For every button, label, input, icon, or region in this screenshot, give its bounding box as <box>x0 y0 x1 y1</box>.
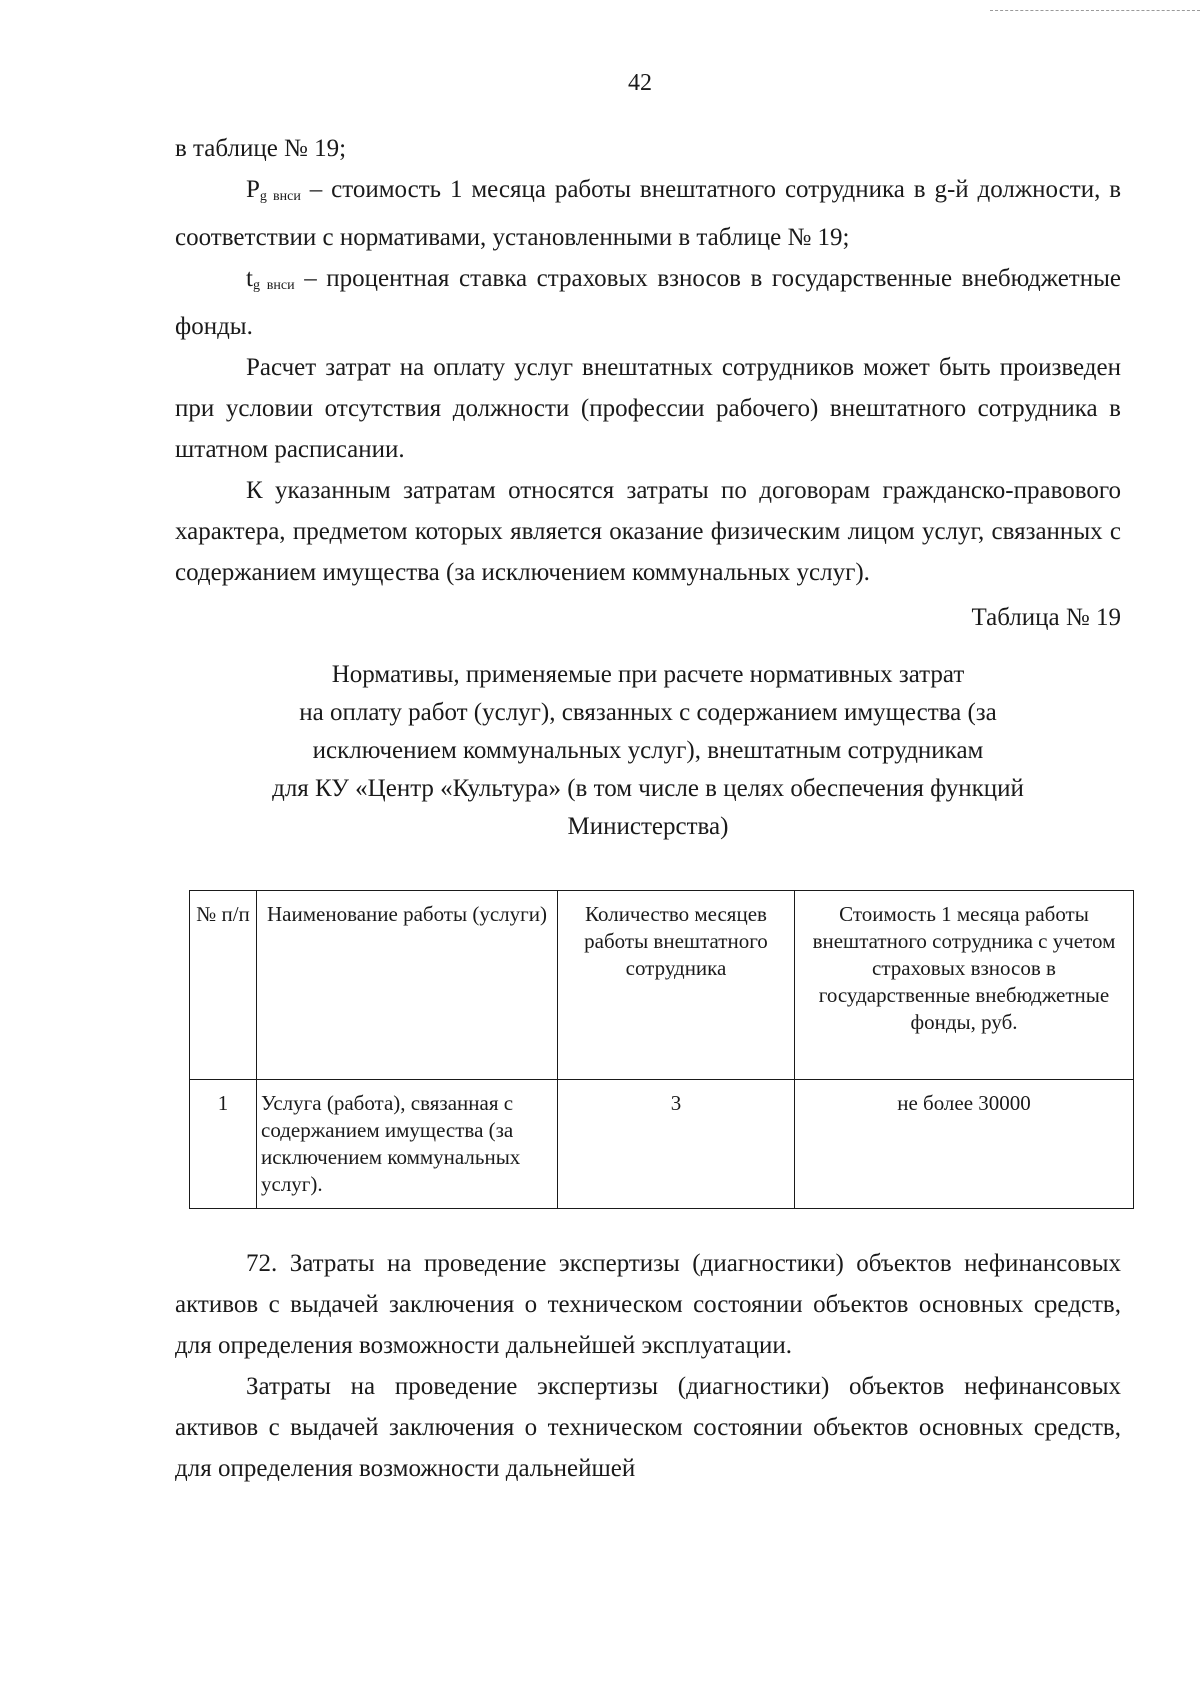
paragraph-7: Затраты на проведение экспертизы (диагностики) объектов нефинансовых активов с выдачей заключения о техническом состоянии объектов основных средств, для определения возможности дальнейшей <box>175 1373 1121 1482</box>
symbol-p-subscript: g внси <box>259 189 301 204</box>
norms-table <box>189 890 1134 1209</box>
paragraph-3 <box>175 258 1121 347</box>
table-header-row <box>190 891 1134 1080</box>
cell-months: 3 <box>558 1080 795 1209</box>
table-title-line: Министерства) <box>567 813 729 840</box>
table-title-line: на оплату работ (услуг), связанных с содержанием имущества (за <box>299 699 997 726</box>
cell-name: Услуга (работа), связанная с содержанием имущества (за исключением коммунальных услуг). <box>257 1080 558 1209</box>
table-title-line: исключением коммунальных услуг), внештатным сотрудникам <box>312 737 984 764</box>
table-row <box>190 1080 1134 1209</box>
symbol-t-subscript: g внси <box>252 278 295 293</box>
page-number: 42 <box>628 70 652 96</box>
paragraph-5: К указанным затратам относятся затраты по договорам гражданско-правового характера, предметом которых является оказание физическим лицом услуг, связанных с содержанием имущества (за исключением коммунальных услуг). <box>175 477 1121 586</box>
scan-artifact-line <box>990 10 1200 11</box>
header-num: № п/п <box>190 891 257 1080</box>
header-cost: Стоимость 1 месяца работы внештатного сотрудника с учетом страховых взносов в государственные внебюджетные фонды, руб. <box>795 891 1134 1080</box>
cell-cost: не более 30000 <box>795 1080 1134 1209</box>
paragraph-1: в таблице № 19; <box>175 135 347 162</box>
symbol-p: P <box>246 176 260 203</box>
paragraph-2-text: – стоимость 1 месяца работы внештатного сотрудника в g-й должности, в соответствии с нормативами, установленными в таблице № 19; <box>175 176 1122 251</box>
symbol-t: t <box>246 265 253 292</box>
paragraph-6: 72. Затраты на проведение экспертизы (диагностики) объектов нефинансовых активов с выдачей заключения о техническом состоянии объектов основных средств, для определения возможности дальнейшей эксплуатации. <box>175 1250 1121 1359</box>
header-name: Наименование работы (услуги) <box>257 891 558 1080</box>
table-label: Таблица № 19 <box>971 604 1121 631</box>
header-months: Количество месяцев работы внештатного сотрудника <box>558 891 795 1080</box>
table-title-line: для КУ «Центр «Культура» (в том числе в целях обеспечения функций <box>272 775 1024 802</box>
table-title-line: Нормативы, применяемые при расчете нормативных затрат <box>331 661 965 688</box>
cell-num: 1 <box>190 1080 257 1209</box>
paragraph-3-text: – процентная ставка страховых взносов в государственные внебюджетные фонды. <box>175 265 1122 340</box>
document-body <box>175 128 1121 1489</box>
paragraph-4: Расчет затрат на оплату услуг внештатных сотрудников может быть произведен при условии отсутствия должности (профессии рабочего) внештатного сотрудника в штатном расписании. <box>175 354 1121 463</box>
table-title <box>175 656 1121 846</box>
paragraph-2 <box>175 169 1121 258</box>
